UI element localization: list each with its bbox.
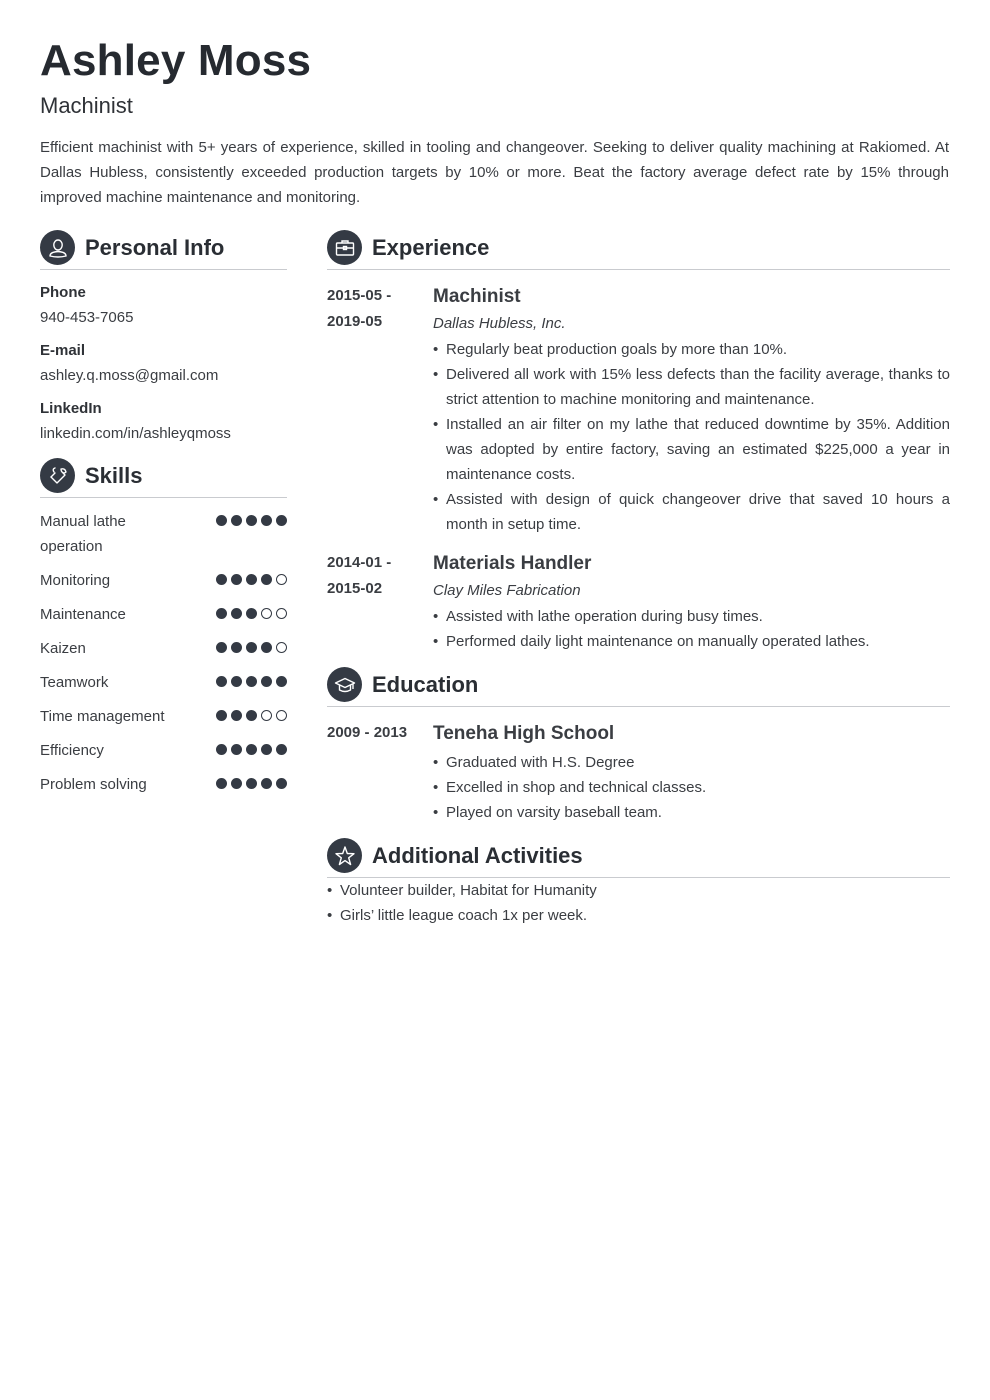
rating-dot-filled [246, 778, 257, 789]
education-header [327, 667, 950, 707]
rating-dot-filled [246, 710, 257, 721]
rating-dot-filled [216, 778, 227, 789]
rating-dot-filled [261, 574, 272, 585]
rating-dot-filled [216, 642, 227, 653]
rating-dot-empty [276, 642, 287, 653]
wrench-icon [40, 458, 75, 493]
linkedin-value: linkedin.com/in/ashleyqmoss [40, 425, 231, 442]
skill-rating [216, 636, 287, 653]
experience-title: Experience [372, 234, 490, 260]
school-name: Teneha High School [433, 723, 615, 744]
phone-label: Phone [40, 284, 86, 301]
education-date: 2009 - 2013 [327, 724, 408, 741]
list-item: • Volunteer builder, Habitat for Humanity [327, 878, 950, 903]
rating-dot-empty [276, 710, 287, 721]
rating-dot-filled [216, 574, 227, 585]
rating-dot-filled [216, 744, 227, 755]
skill-name: Time management [40, 708, 165, 725]
left-column [40, 230, 287, 806]
star-icon [327, 838, 362, 873]
skill-row [40, 509, 287, 559]
job-date: 2014-01 - 2015-02 [327, 554, 392, 597]
summary: Efficient machinist with 5+ years of experience, skilled in tooling and changeover. Seeking to deliver quality machining at Rakiomed. At Dallas Hubless, consistently exceeded production targets by 10% or more. Beat the factory average defect rate by 15% through improved machine maintenance and monitoring. [40, 139, 949, 206]
list-item: • Girls’ little league coach 1x per week. [327, 903, 950, 928]
personal-info-list [40, 280, 287, 446]
candidate-name: Ashley Moss [40, 36, 312, 85]
rating-dot-empty [261, 608, 272, 619]
skills-title: Skills [85, 462, 143, 488]
rating-dot-filled [246, 608, 257, 619]
rating-dot-filled [276, 515, 287, 526]
rating-dot-filled [231, 778, 242, 789]
rating-dot-filled [246, 515, 257, 526]
skill-row [40, 738, 287, 763]
job-date: 2015-05 - 2019-05 [327, 287, 392, 330]
personal-info-header [40, 230, 287, 270]
list-item: • Played on varsity baseball team. [433, 800, 950, 825]
job-title-text: Machinist [433, 286, 521, 307]
rating-dot-filled [231, 744, 242, 755]
rating-dot-filled [216, 608, 227, 619]
education-bullets [433, 750, 950, 825]
skill-row [40, 568, 287, 593]
rating-dot-filled [216, 676, 227, 687]
skill-row [40, 670, 287, 695]
job-entry [327, 283, 950, 537]
skill-rating [216, 509, 287, 526]
list-item: • Installed an air filter on my lathe that reduced downtime by 35%. Addition was adopted by entire factory, saving an estimated $225,000 a year in maintenance costs. [433, 412, 950, 487]
rating-dot-filled [231, 710, 242, 721]
rating-dot-filled [231, 676, 242, 687]
skill-name: Monitoring [40, 572, 111, 589]
experience-header [327, 230, 950, 270]
skill-rating [216, 772, 287, 789]
activities-header [327, 838, 950, 878]
list-item: • Assisted with lathe operation during busy times. [433, 604, 950, 629]
rating-dot-filled [276, 778, 287, 789]
phone-value: 940-453-7065 [40, 309, 134, 326]
rating-dot-filled [261, 642, 272, 653]
rating-dot-filled [261, 515, 272, 526]
activities-list [327, 878, 950, 928]
skill-row [40, 636, 287, 661]
rating-dot-filled [246, 574, 257, 585]
job-company: Clay Miles Fabrication [433, 582, 581, 599]
education-entry [327, 720, 950, 825]
rating-dot-empty [276, 574, 287, 585]
rating-dot-filled [246, 744, 257, 755]
skill-name: Problem solving [40, 776, 147, 793]
right-column [327, 230, 950, 928]
skill-row [40, 602, 287, 627]
skill-name: Teamwork [40, 674, 109, 691]
graduation-cap-icon [327, 667, 362, 702]
skill-row [40, 704, 287, 729]
skill-name: Maintenance [40, 606, 126, 623]
rating-dot-filled [261, 778, 272, 789]
rating-dot-filled [246, 676, 257, 687]
list-item: • Excelled in shop and technical classes. [433, 775, 950, 800]
rating-dot-filled [276, 744, 287, 755]
list-item: • Assisted with design of quick changeover drive that saved 10 hours a month in setup time. [433, 487, 950, 537]
rating-dot-filled [246, 642, 257, 653]
rating-dot-filled [216, 515, 227, 526]
job-bullets [433, 337, 950, 537]
skill-name: Kaizen [40, 640, 86, 657]
job-company: Dallas Hubless, Inc. [433, 315, 566, 332]
rating-dot-filled [261, 744, 272, 755]
skill-rating [216, 602, 287, 619]
rating-dot-filled [231, 574, 242, 585]
rating-dot-filled [216, 710, 227, 721]
briefcase-icon [327, 230, 362, 265]
rating-dot-empty [276, 608, 287, 619]
email-value: ashley.q.moss@gmail.com [40, 367, 219, 384]
list-item: • Delivered all work with 15% less defects than the facility average, thanks to strict attention to machine monitoring and maintenance. [433, 362, 950, 412]
rating-dot-filled [231, 608, 242, 619]
rating-dot-empty [261, 710, 272, 721]
education-title: Education [372, 671, 479, 697]
list-item: • Graduated with H.S. Degree [433, 750, 950, 775]
person-icon [40, 230, 75, 265]
personal-info-title: Personal Info [85, 234, 225, 260]
skills-header [40, 458, 287, 498]
rating-dot-filled [231, 642, 242, 653]
skill-name: Manual lathe operation [40, 513, 126, 555]
skill-rating [216, 670, 287, 687]
list-item: • Regularly beat production goals by more than 10%. [433, 337, 950, 362]
job-bullets [433, 604, 950, 654]
job-entry [327, 550, 950, 654]
linkedin-label: LinkedIn [40, 400, 102, 417]
skill-rating [216, 704, 287, 721]
skill-rating [216, 568, 287, 585]
list-item: • Performed daily light maintenance on manually operated lathes. [433, 629, 950, 654]
job-title: Machinist [40, 93, 133, 118]
job-title-text: Materials Handler [433, 553, 592, 574]
skill-name: Efficiency [40, 742, 104, 759]
activities-title: Additional Activities [372, 842, 583, 868]
rating-dot-filled [231, 515, 242, 526]
skill-row [40, 772, 287, 797]
email-label: E-mail [40, 342, 86, 359]
skills-list [40, 509, 287, 797]
rating-dot-filled [261, 676, 272, 687]
rating-dot-filled [276, 676, 287, 687]
skill-rating [216, 738, 287, 755]
